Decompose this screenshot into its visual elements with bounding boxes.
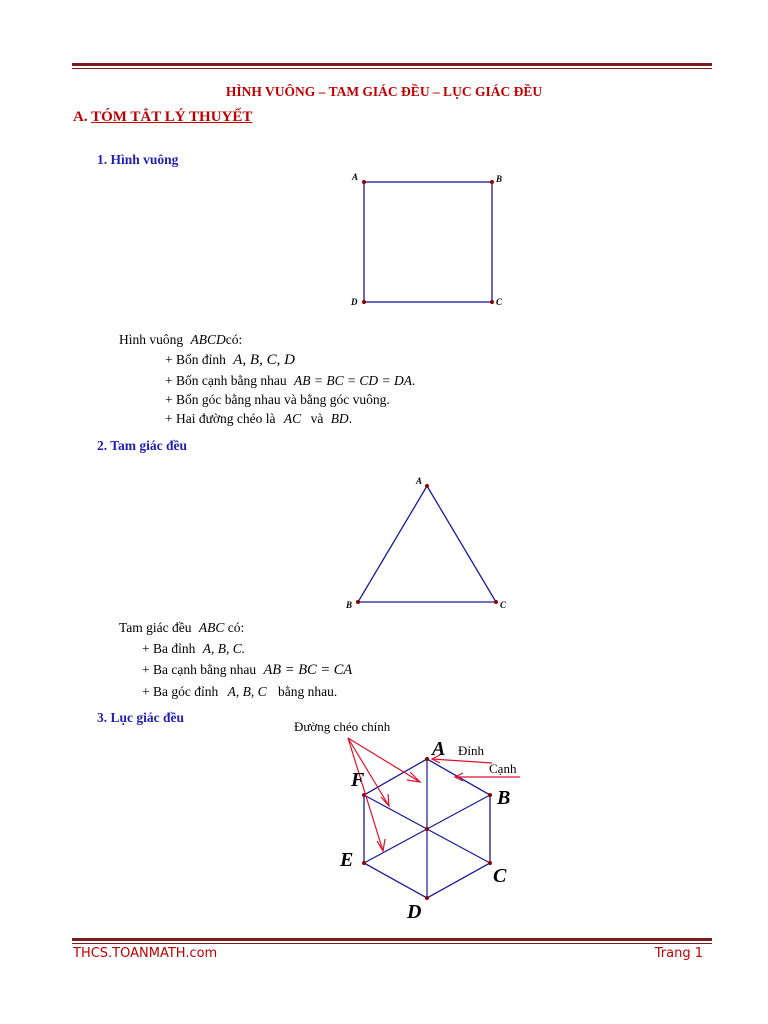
hexagon-point-e <box>362 861 366 865</box>
square-item-math: AB = BC = CD = DA <box>293 373 413 388</box>
section-prefix: A. <box>73 109 88 125</box>
triangle-intro <box>119 620 244 636</box>
triangle-intro-tail: có: <box>227 620 245 635</box>
heading-square: 1. Hình vuông <box>97 152 179 167</box>
triangle-item-text: + Ba đỉnh <box>142 641 196 656</box>
label-vertex: Đỉnh <box>458 743 484 758</box>
triangle-item <box>142 641 245 657</box>
square-item-math-2: BD <box>330 411 349 426</box>
triangle-intro-text: Tam giác đều <box>119 620 192 635</box>
square-shape <box>364 182 492 302</box>
square-name: ABCD <box>190 332 226 347</box>
triangle-item-math: AB = BC = CA <box>263 662 353 678</box>
square-item-text: + Bốn cạnh bằng nhau <box>165 373 287 388</box>
square-item <box>165 411 352 427</box>
hexagon-center-point <box>425 827 429 831</box>
triangle-figure <box>345 476 507 610</box>
hexagon-label-b: B <box>497 787 511 809</box>
triangle-point-c <box>494 600 498 604</box>
square-point-b <box>490 180 494 184</box>
triangle-item <box>142 662 352 679</box>
triangle-shape <box>358 486 496 602</box>
hexagon-point-a <box>425 757 429 761</box>
square-item <box>165 392 390 408</box>
triangle-item <box>142 684 337 700</box>
triangle-label-c: C <box>500 600 507 610</box>
hexagon-label-d: D <box>407 901 422 923</box>
triangle-point-a <box>425 484 429 488</box>
page-title: HÌNH VUÔNG – TAM GIÁC ĐỀU – LỤC GIÁC ĐỀU <box>225 84 543 99</box>
triangle-name: ABC <box>198 620 225 635</box>
hexagon-figure <box>294 719 520 923</box>
square-item <box>165 352 295 369</box>
square-label-d: D <box>351 297 358 307</box>
section-label: TÓM TẮT LÝ THUYẾT <box>91 109 253 125</box>
triangle-item-tail: bằng nhau. <box>277 684 338 699</box>
square-intro-tail: có: <box>225 332 243 347</box>
triangle-label-a: A <box>416 476 423 486</box>
footer-page-number: Trang 1 <box>654 946 703 961</box>
footer-rule <box>72 938 712 944</box>
hexagon-point-b <box>488 793 492 797</box>
heading-hexagon: 3. Lục giác đều <box>97 710 185 725</box>
square-point-c <box>490 300 494 304</box>
triangle-item-text: + Ba cạnh bằng nhau <box>142 662 257 677</box>
footer-site: THCS.TOANMATH.com <box>73 946 218 961</box>
hexagon-label-c: C <box>493 865 507 887</box>
square-item-math: A, B, C, D <box>233 352 295 368</box>
triangle-point-b <box>356 600 360 604</box>
square-point-a <box>362 180 366 184</box>
square-item-tail: . <box>348 411 353 426</box>
square-figure <box>350 172 503 307</box>
square-item-text: + Bốn góc bằng nhau và bằng góc vuông. <box>165 392 390 407</box>
arrow-diagonal-3 <box>348 738 383 851</box>
triangle-item-math: A, B, C <box>227 684 267 699</box>
square-item-math: AC <box>283 411 302 426</box>
label-edge: Cạnh <box>489 761 517 776</box>
square-label-b: B <box>496 174 503 184</box>
square-intro-text: Hình vuông <box>119 332 184 347</box>
label-diagonal: Đường chéo chính <box>294 719 391 734</box>
square-item-tail: . <box>412 373 416 388</box>
hexagon-point-c <box>488 861 492 865</box>
arrowhead-diagonal-1 <box>407 772 420 782</box>
square-item <box>165 373 415 389</box>
hexagon-point-d <box>425 896 429 900</box>
triangle-label-b: B <box>346 600 353 610</box>
hexagon-label-f: F <box>351 769 365 791</box>
hexagon-label-e: E <box>340 849 354 871</box>
square-item-mid: và <box>310 411 324 426</box>
triangle-item-text: + Ba góc đỉnh <box>142 684 219 699</box>
square-label-a: A <box>352 172 359 182</box>
square-label-c: C <box>496 297 503 307</box>
square-intro <box>119 332 242 348</box>
hexagon-label-a: A <box>432 738 446 760</box>
square-item-text: + Bốn đỉnh <box>165 352 226 367</box>
heading-triangle: 2. Tam giác đều <box>97 438 188 453</box>
square-item-text: + Hai đường chéo là <box>165 411 276 426</box>
square-point-d <box>362 300 366 304</box>
triangle-item-math: A, B, C. <box>202 641 246 656</box>
